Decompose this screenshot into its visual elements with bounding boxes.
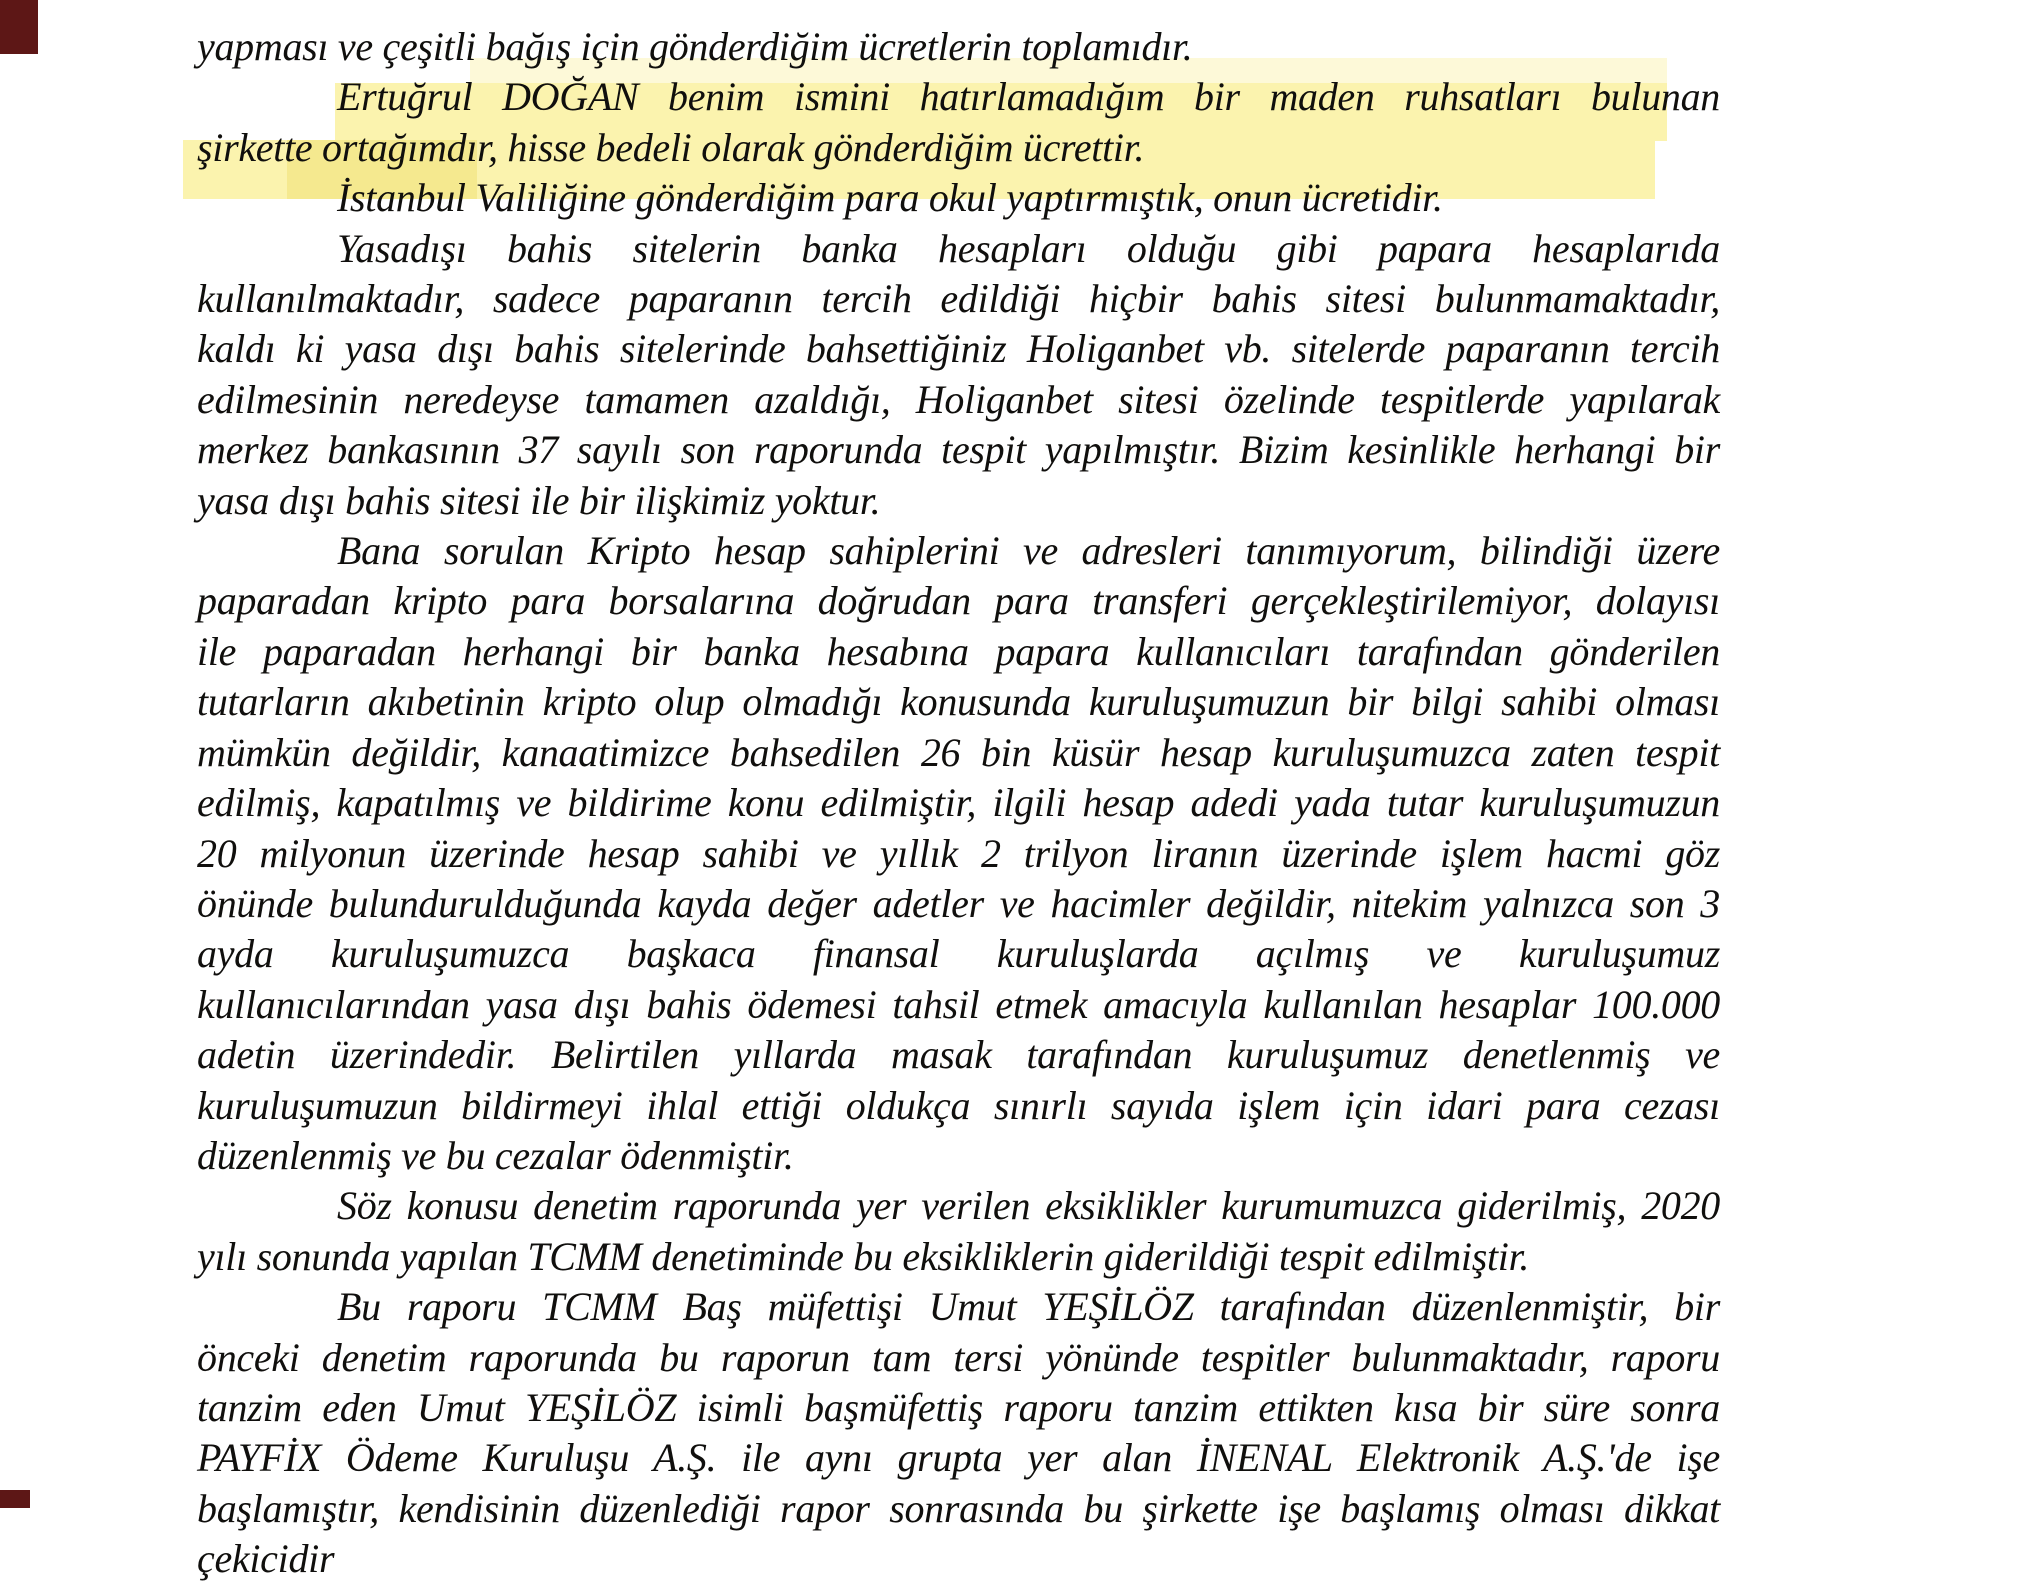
text-line: tanzim eden Umut YEŞİLÖZ isimli başmüfettiş raporu tanzim ettikten kısa bir süre sonra bbox=[197, 1384, 1720, 1430]
text-line-clipped: başlamıştır, kendisinin düzenlediği rapor sonrasında bu şirkette işe başlamış olması dikkat çekicidir bbox=[197, 1485, 1720, 1582]
text-line: Bu raporu TCMM Baş müfettişi Umut YEŞİLÖZ tarafından düzenlenmiştir, bir bbox=[337, 1284, 1720, 1330]
text-line: düzenlenmiş ve bu cezalar ödenmiştir. bbox=[197, 1132, 794, 1178]
text-line: kullanıcılarından yasa dışı bahis ödemesi tahsil etmek amacıyla kullanılan hesaplar 100.000 bbox=[197, 981, 1720, 1027]
scan-artifact-bottom-left bbox=[0, 1490, 30, 1508]
text-line-highlighted: Ertuğrul DOĞAN benim ismini hatırlamadığım bir maden ruhsatları bulunan bbox=[337, 74, 1720, 120]
text-line: PAYFİX Ödeme Kuruluşu A.Ş. ile aynı grupta yer alan İNENAL Elektronik A.Ş.'de işe bbox=[197, 1435, 1720, 1481]
text-line: merkez bankasının 37 sayılı son raporunda tespit yapılmıştır. Bizim kesinlikle herhangi bir bbox=[197, 427, 1720, 473]
text-line: kuruluşumuzun bildirmeyi ihlal ettiği oldukça sınırlı sayıda işlem için idari para cezası bbox=[197, 1082, 1720, 1128]
text-line: yapması ve çeşitli bağış için gönderdiğim ücretlerin toplamıdır. bbox=[197, 24, 1193, 69]
text-line: önünde bulundurulduğunda kayda değer adetler ve hacimler değildir, nitekim yalnızca son 3 bbox=[197, 880, 1720, 926]
text-line: edilmesinin neredeyse tamamen azaldığı, Holiganbet sitesi özelinde tespitlerde yapılarak bbox=[197, 376, 1720, 422]
text-line: kaldı ki yasa dışı bahis sitelerinde bahsettiğiniz Holiganbet vb. sitelerde paparanın tercih bbox=[197, 326, 1720, 372]
text-line: 20 milyonun üzerinde hesap sahibi ve yıllık 2 trilyon liranın üzerinde işlem hacmi göz bbox=[197, 830, 1720, 876]
text-line: kullanılmaktadır, sadece paparanın tercih edildiği hiçbir bahis sitesi bulunmamaktadır, bbox=[197, 276, 1720, 322]
text-line: Söz konusu denetim raporunda yer verilen eksiklikler kurumumuzca giderilmiş, 2020 bbox=[337, 1183, 1720, 1229]
text-line: İstanbul Valiliğine gönderdiğim para okul yaptırmıştık, onun ücretidir. bbox=[337, 175, 1443, 221]
text-line: yasa dışı bahis sitesi ile bir ilişkimiz yoktur. bbox=[197, 477, 881, 523]
text-line: edilmiş, kapatılmış ve bildirime konu edilmiştir, ilgili hesap adedi yada tutar kuruluşumuzun bbox=[197, 780, 1720, 826]
text-line-highlighted: şirkette ortağımdır, hisse bedeli olarak gönderdiğim ücrettir. bbox=[197, 124, 1145, 170]
text-line: önceki denetim raporunda bu raporun tam tersi yönünde tespitler bulunmaktadır, raporu bbox=[197, 1334, 1720, 1380]
text-line: Bana sorulan Kripto hesap sahiplerini ve adresleri tanımıyorum, bilindiği üzere bbox=[337, 528, 1720, 574]
text-line: mümkün değildir, kanaatimizce bahsedilen 26 bin küsür hesap kuruluşumuzca zaten tespit bbox=[197, 729, 1720, 775]
document-text-block bbox=[197, 22, 1720, 1585]
text-line: tutarların akıbetinin kripto olup olmadığı konusunda kuruluşumuzun bir bilgi sahibi olması bbox=[197, 679, 1720, 725]
text-line: yılı sonunda yapılan TCMM denetiminde bu eksikliklerin giderildiği tespit edilmiştir. bbox=[197, 1233, 1530, 1279]
text-line: adetin üzerindedir. Belirtilen yıllarda masak tarafından kuruluşumuz denetlenmiş ve bbox=[197, 1032, 1720, 1078]
text-line: ile paparadan herhangi bir banka hesabına papara kullanıcıları tarafından gönderilen bbox=[197, 628, 1720, 674]
text-line: paparadan kripto para borsalarına doğrudan para transferi gerçekleştirilemiyor, dolayısı bbox=[197, 578, 1720, 624]
scan-artifact-top-left bbox=[0, 0, 38, 54]
text-line: ayda kuruluşumuzca başkaca finansal kuruluşlarda açılmış ve kuruluşumuz bbox=[197, 931, 1720, 977]
text-line: Yasadışı bahis sitelerin banka hesapları olduğu gibi papara hesaplarıda bbox=[337, 225, 1720, 271]
